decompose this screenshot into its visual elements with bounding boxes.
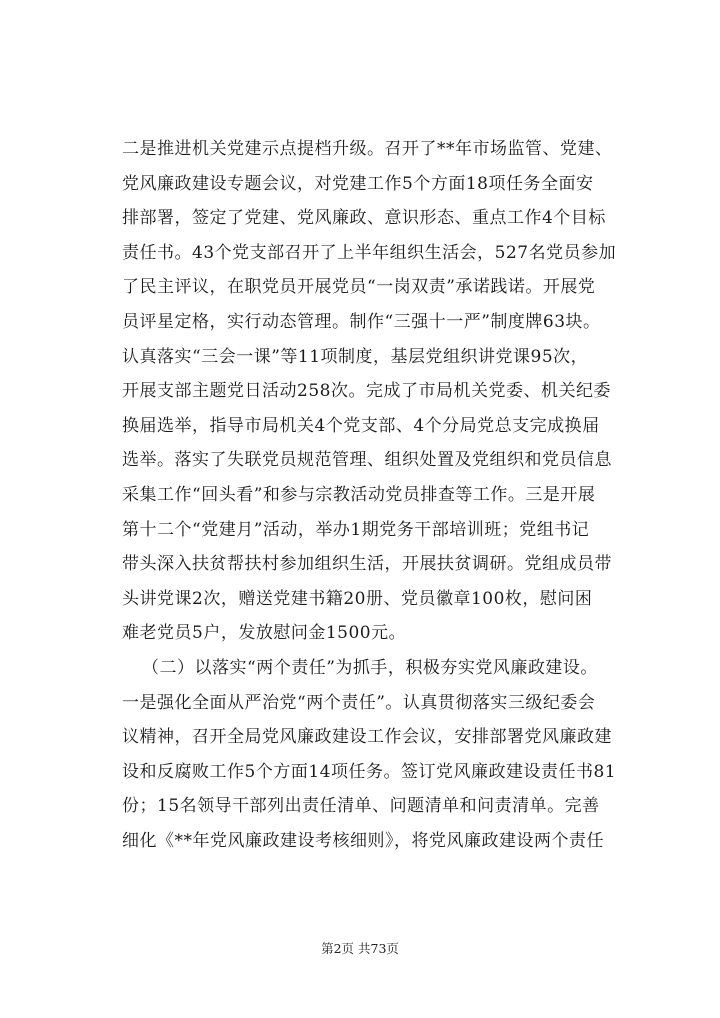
section-heading-line: （二）以落实“两个责任”为抓手，积极夯实党风廉政建设。 xyxy=(142,657,598,678)
text-line: 难老党员5户，发放慰问金1500元。 xyxy=(122,623,407,644)
text-line: 议精神，召开全局党风廉政建设工作会议，安排部署党风廉政建 xyxy=(122,727,612,748)
text-line: 了民主评议，在职党员开展党员“一岗双责”承诺践诺。开展党 xyxy=(122,277,596,298)
text-line: 换届选举，指导市局机关4个党支部、4个分局党总支完成换届 xyxy=(122,415,600,436)
text-line: 头讲党课2次，赠送党建书籍20册、党员徽章100枚，慰问困 xyxy=(122,588,593,609)
text-line: 份；15名领导干部列出责任清单、问题清单和问责清单。完善 xyxy=(122,796,600,817)
text-line: 设和反腐败工作5个方面14项任务。签订党风廉政建设责任书81 xyxy=(122,761,617,782)
text-line: 认真落实“三会一课”等11项制度，基层党组织讲党课95次， xyxy=(122,346,589,367)
text-line: 细化《**年党风廉政建设考核细则》，将党风廉政建设两个责任 xyxy=(122,830,604,851)
text-line: 第十二个“党建月”活动，举办1期党务干部培训班；党组书记 xyxy=(122,519,590,540)
text-line: 党风廉政建设专题会议，对党建工作5个方面18项任务全面安 xyxy=(122,173,594,194)
text-line: 开展支部主题党日活动258次。完成了市局机关党委、机关纪委 xyxy=(122,381,611,402)
text-line: 二是推进机关党建示点提档升级。召开了**年市场监管、党建、 xyxy=(122,139,613,159)
text-line: 采集工作“回头看”和参与宗教活动党员排查等工作。三是开展 xyxy=(122,484,596,505)
text-line: 带头深入扶贫帮扶村参加组织生活，开展扶贫调研。党组成员带 xyxy=(122,554,612,575)
text-line: 一是强化全面从严治党“两个责任”。认真贯彻落实三级纪委会 xyxy=(122,692,596,713)
text-line: 排部署，签定了党建、党风廉政、意识形态、重点工作4个目标 xyxy=(122,208,606,229)
text-line: 责任书。43个党支部召开了上半年组织生活会，527名党员参加 xyxy=(122,242,617,263)
page-footer: 第2页 共73页 xyxy=(321,941,399,956)
text-line: 选举。落实了失联党员规范管理、组织处置及党组织和党员信息 xyxy=(122,450,612,471)
text-line: 员评星定格，实行动态管理。制作“三强十一严”制度牌63块。 xyxy=(122,311,601,332)
body-text xyxy=(122,132,617,858)
